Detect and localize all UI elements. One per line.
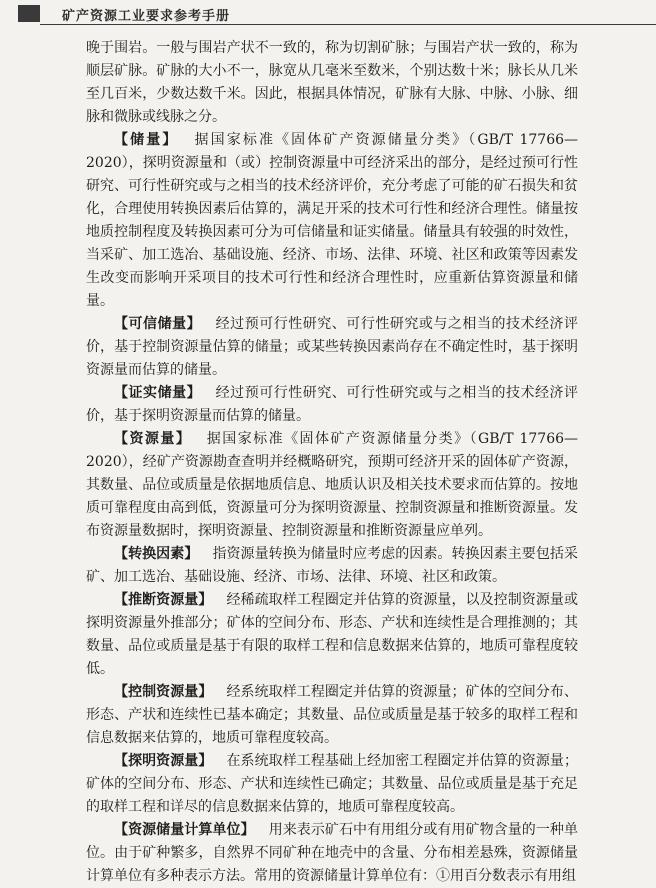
entry-reserves [86, 129, 578, 313]
term-label: 【 探明资源量 】 [114, 753, 212, 769]
definition-text: 据国家标准《固体矿产资源储量分类》（GB/T 17766—2020），经矿产资源勘查查明并经概略研究，预期可经济开采的固体矿产资源，其数量、品位或质量是依据地质信息、地质认识及相关技术要求而估算的。按地质可靠程度由高到低，资源量可分为探明资源量、控制资源量和推断资源量。发布资源量数据时，探明资源量、控制资源量和推断资源量应单列。 [86, 431, 579, 539]
term-label: 【 推断资源量 】 [114, 592, 212, 608]
paragraph-continued [86, 37, 578, 129]
running-header [0, 0, 656, 30]
definition-text: 经过预可行性研究、可行性研究或与之相当的技术经济评价，基于探明资源量而估算的储量。 [86, 385, 579, 424]
entry-modifying-factors [86, 543, 578, 589]
term-label: 【 储量 】 [114, 132, 178, 148]
definition-text: 经系统取样工程圈定并估算的资源量；矿体的空间分布、形态、产状和连续性已基本确定；其数量、品位或质量是基于较多的取样工程和信息数据来估算的，地质可靠程度较高。 [86, 684, 578, 746]
header-tab-marker [18, 5, 40, 22]
entry-inferred-resources [86, 589, 578, 681]
definition-text: 经过预可行性研究、可行性研究或与之相当的技术经济评价，基于控制资源量估算的储量；或某些转换因素尚存在不确定性时，基于探明资源量而估算的储量。 [86, 316, 579, 378]
term-label: 【 证实储量 】 [114, 385, 201, 401]
header-rule [40, 24, 656, 25]
entry-indicated-resources [86, 681, 578, 750]
term-label: 【 资源量 】 [114, 431, 191, 447]
definition-text: 指资源量转换为储量时应考虑的因素。转换因素主要包括采矿、加工选冶、基础设施、经济、市场、法律、环境、社区和政策。 [86, 546, 578, 585]
book-title: 矿产资源工业要求参考手册 [62, 9, 231, 24]
definition-text: 据国家标准《固体矿产资源储量分类》（GB/T 17766—2020），探明资源量和（或）控制资源量中可经济采出的部分，是经过预可行性研究、可行性研究或与之相当的技术经济评价，充分考虑了可能的矿石损失和贫化，合理使用转换因素后估算的，满足开采的技术可行性和经济合理性。储量按地质控制程度及转换因素可分为可信储量和证实储量。储量具有较强的时效性，当采矿、加工选冶、基础设施、经济、市场、法律、环境、社区和政策等因素发生改变而影响开采项目的技术可行性和经济合理性时，应重新估算资源量和储量。 [86, 132, 579, 309]
entry-proved-reserves [86, 382, 578, 428]
entry-resource-units [86, 819, 578, 888]
term-label: 【 可信储量 】 [114, 316, 201, 332]
definition-text: 经稀疏取样工程圈定并估算的资源量，以及控制资源量或探明资源量外推部分；矿体的空间分布、形态、产状和连续性是合理推测的；其数量、品位或质量是基于有限的取样工程和信息数据来估算的，地质可靠程度较低。 [86, 592, 578, 677]
entry-measured-resources [86, 750, 578, 819]
definition-text: 在系统取样工程基础上经加密工程圈定并估算的资源量；矿体的空间分布、形态、产状和连续性已确定；其数量、品位或质量是基于充足的取样工程和详尽的信息数据来估算的，地质可靠程度较高。 [86, 753, 578, 815]
page-body [86, 37, 578, 888]
entry-probable-reserves [86, 313, 578, 382]
term-label: 【 资源储量计算单位 】 [114, 822, 255, 838]
entry-resources [86, 428, 578, 543]
paragraph-text: 晚于围岩。一般与围岩产状不一致的，称为切割矿脉；与围岩产状一致的，称为顺层矿脉。矿脉的大小不一，脉宽从几毫米至数米，个别达数十米；脉长从几米至几百米，少数达数千米。因此，根据具体情况，矿脉有大脉、中脉、小脉、细脉和微脉或线脉之分。 [86, 40, 578, 125]
term-label: 【 转换因素 】 [114, 546, 198, 562]
definition-text: 用来表示矿石中有用组分或有用矿物含量的一种单位。由于矿种繁多，自然界不同矿种在地壳中的含量、分布相差悬殊，资源储量计算单位有多种表示方法。常用的资源储量计算单位有：①用百分数表示有用组 [86, 822, 578, 884]
term-label: 【 控制资源量 】 [114, 684, 212, 700]
